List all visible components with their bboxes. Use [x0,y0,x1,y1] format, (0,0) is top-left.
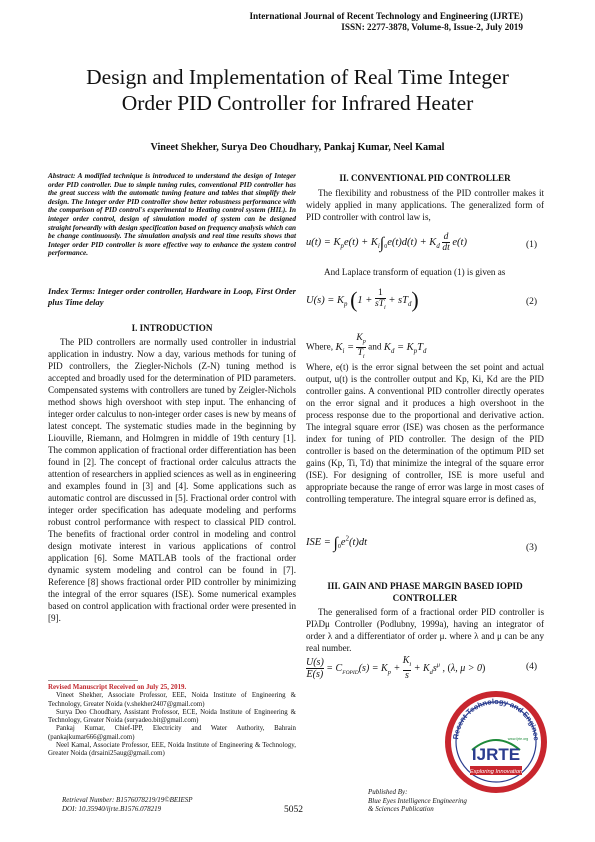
conventional-intro [306,187,544,223]
conventional-body-paragraph: Where, e(t) is the error signal between the set point and actual output, u(t) is the controller output and Kp, Ki, Kd are the PID controller gains. A conventional PID controller directly operates on the error signal and it produces a high overshoot in the process response due to the proportional and derivative action. The integral square error (ISE) was chosen as the performance index for tuning of PID controller. The design of the PID controller is based on the determination of the optimum PID set gains (Kp, Ti, Td) that minimize the integral of the square error (ISE). For designing of controller, ISE is more useful and appropriate because the range of error was large in most cases of controlling temperature. The integral square error is defined as, [306,362,544,504]
abstract [48,172,296,258]
and-word: and [368,342,382,353]
logo-ring-text: Recent Technology and Enginee [451,696,542,741]
journal-name: International Journal of Recent Technology and Engineering (IJRTE) [249,11,523,21]
footnote-divider [48,680,138,681]
ijrte-logo [444,690,548,794]
footnote-author-2: Surya Deo Choudhary, Assistant Professor, ECE, Noida Institute of Engineering & Technology, Greater Noida (suryadeo.bit@gmail.com) [48,708,296,725]
title-line-2: Order PID Controller for Infrared Heater [121,91,474,115]
footnote-author-4: Neel Kamal, Associate Professor, EEE, Noida Institute of Engineering & Technology, Greater Noida (drsaini25aug@gmail.com) [48,742,296,758]
retrieval-number: Retrieval Number: B1576078219/19©BEIESP [62,796,193,804]
equation-3-number: (3) [526,543,538,553]
equation-2: $U(s) = K_p$ (1 + 1 $sT_i$ + $sT_d$) [306,287,419,312]
section-gain-phase-title [306,580,544,604]
gain-phase-body [306,606,544,654]
published-by: Published By: [368,788,408,796]
gain-phase-paragraph: The generalised form of a fractional order PID controller is PIλDμ Controller (Podlubny, 1999a), having an integrator of order λ and a differentiator of order μ. where λ and μ can be any real number. [306,607,544,653]
laplace-intro [306,266,544,278]
footer-right [368,788,467,814]
publisher-line-2: & Sciences Publication [368,805,434,813]
introduction-paragraph: The PID controllers are normally used controller in industrial application in industry. Now a day, various methods for tuning of PID controllers, the Ziegler-Nichols (Z-N) tuning method is accepted and broadly used for the determination of PID parameters. Compensated systems with controllers are tuned by Zeigler-Nichols method shows high overshoot with step input. The enhancing of integer order calculus to non-integer order cases is new by means of latest concept. The systematic studies made in the beginning by Liouville, Riemann, and Holmgren in middle of 19th century [1]. The common application of fractional order differentiation has been found in [2]. The concept of fractional order calculus attracts the attention of researchers in applied sciences as well as in engineering and examples found in [3] and [4]. Some applications such as automatic control are discussed in [5]. Fractional order control with integer order specification has adequate modeling and performs robust control performance with respect to classical PID control. The benefits of fractional order control in modeling and control design motivate interest in various applications of control application [6]. Some MATLAB tools of the fractional order dynamic system modeling and control can be found in [7]. Reference [8] shows fractional order PID controller by minimizing the integral of the error squares (ISE). Some numerical examples based on control application with fractional order were presented in [9]. [48,337,296,623]
equation-4: $\frac{U(s)}{E(s)}$ = $C_{FOPID}(s) = K_p$ + $\frac{K_i}{s}$ + $K_ds^\mu$ , (λ, μ > 0) [306,655,486,681]
gain-title-line-2: CONTROLLER [392,593,458,603]
page-number: 5052 [284,805,303,815]
author-list: Vineet Shekher, Surya Deo Choudhary, Pankaj Kumar, Neel Kamal [150,142,445,153]
gain-title-line-1: III. GAIN AND PHASE MARGIN BASED IOPID [327,581,523,591]
journal-issn: ISSN: 2277-3878, Volume-8, Issue-2, July 2019 [341,22,523,32]
section-conventional-title: II. CONVENTIONAL PID CONTROLLER [339,173,511,183]
received-date: Revised Manuscript Received on July 25, 2019. [48,684,187,691]
equation-1: $u(t) = K_pe(t) + K_i\int_0e(t)d(t) + K_d$ $\frac{d}{dt}$ e(t) [306,232,467,253]
title-line-1: Design and Implementation of Real Time Integer [86,65,509,89]
section-introduction-title: I. INTRODUCTION [131,323,213,333]
introduction-body [48,336,296,624]
footnote-author-1: Vineet Shekher, Associate Professor, EEE, Noida Institute of Engineering & Technology, Greater Noida (v.shekher2407@gmail.com) [48,692,296,708]
equation-3: ISE = $\int_0e^2(t)dt$ [306,535,368,552]
publisher-line-1: Blue Eyes Intelligence Engineering [368,796,467,805]
paper-title [40,64,555,116]
laplace-text: And Laplace transform of equation (1) is given as [324,267,506,277]
conventional-intro-paragraph: The flexibility and robustness of the PID controller makes it widely applied in many applications. The generalized form of PID controller with control law is, [306,188,544,222]
footer-left [62,796,193,813]
logo-website: www.ijrte.org [507,737,529,741]
ijrte-logo-graphic [444,690,548,794]
abstract-label: Abstract: [48,172,76,180]
equation-2-number: (2) [526,297,538,307]
equation-1-number: (1) [526,240,538,250]
where-word: Where, [306,342,334,353]
doi: DOI: 10.35940/ijrte.B1576.078219 [62,804,162,813]
footnotes [48,684,296,759]
logo-name: IJRTE [471,745,521,764]
footnote-author-3: Pankaj Kumar, Chief-IPP, Electricity and Water Authority, Bahrain (pankajkumar666@gmail.com) [48,725,296,741]
abstract-text: A modified technique is introduced to understand the design of Integer order PID controller. Due to simple tuning rules, conventional PID controller has the great success with the automatic tuning feature and tables that simplify their design. The Integer order PID controller show better robustness performance with the comparison of PID control's experimental to Heating control system (HIL). In integer order control, design of simulation model of system can be designed straight forwardly with design specification based on frequency analysis which can be change continuously. The simulation analysis and real time results shows that Integer order PID controller is more effective way to enhance the system control performance. [48,172,296,258]
conventional-body [306,361,544,505]
equation-4-number: (4) [526,662,538,672]
index-terms: Index Terms: Integer order controller, Hardware in Loop, First Order plus Time delay [48,286,296,307]
logo-tagline: Exploring Innovation [469,769,523,775]
gain-definitions: Where, $K_i$ = $\frac{K_p}{T_i}$ and $K_d = K_pT_d$ [306,333,427,360]
